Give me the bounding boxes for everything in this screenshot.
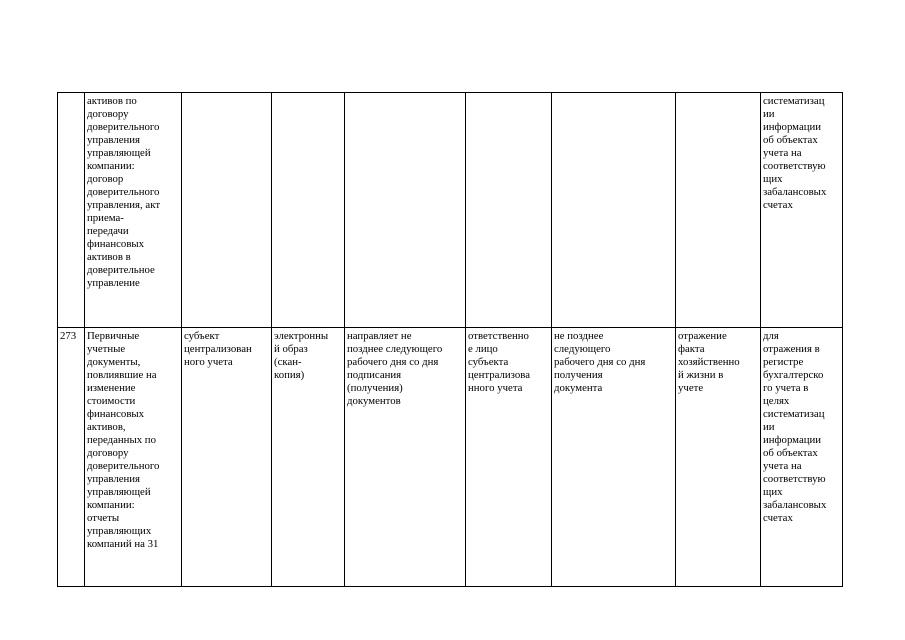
responsible-cell — [466, 93, 552, 328]
table-row — [58, 328, 843, 587]
purpose-cell: для отражения в регистре бухгалтерско го учета в целях систематизац ии информации об объектах учета на соответствую щих забалансовых счетах — [761, 328, 843, 587]
deadline-cell — [345, 93, 466, 328]
row-number-cell: 273 — [58, 328, 85, 587]
form-cell: электронны й образ (скан- копия) — [272, 328, 345, 587]
table-row — [58, 93, 843, 328]
deadline-cell: направляет не позднее следующего рабочего дня со дня подписания (получения) документов — [345, 328, 466, 587]
subject-cell: субъект централизован ного учета — [182, 328, 272, 587]
row-number-cell — [58, 93, 85, 328]
subject-cell — [182, 93, 272, 328]
processing-deadline-cell — [552, 93, 676, 328]
document-name-cell: активов по договору доверительного управления управляющей компании: договор доверительного управления, акт приема- передачи финансовых активов в доверительное управление — [85, 93, 182, 328]
document-name-cell: Первичные учетные документы, повлиявшие на изменение стоимости финансовых активов, переданных по договору доверительного управления управляющей компании: отчеты управляющих компаний на 31 — [85, 328, 182, 587]
form-cell — [272, 93, 345, 328]
processing-deadline-cell: не позднее следующего рабочего дня со дня получения документа — [552, 328, 676, 587]
reflection-cell: отражение факта хозяйственно й жизни в учете — [676, 328, 761, 587]
document-table — [57, 92, 843, 587]
responsible-cell: ответственно е лицо субъекта централизова нного учета — [466, 328, 552, 587]
purpose-cell: систематизац ии информации об объектах учета на соответствую щих забалансовых счетах — [761, 93, 843, 328]
reflection-cell — [676, 93, 761, 328]
